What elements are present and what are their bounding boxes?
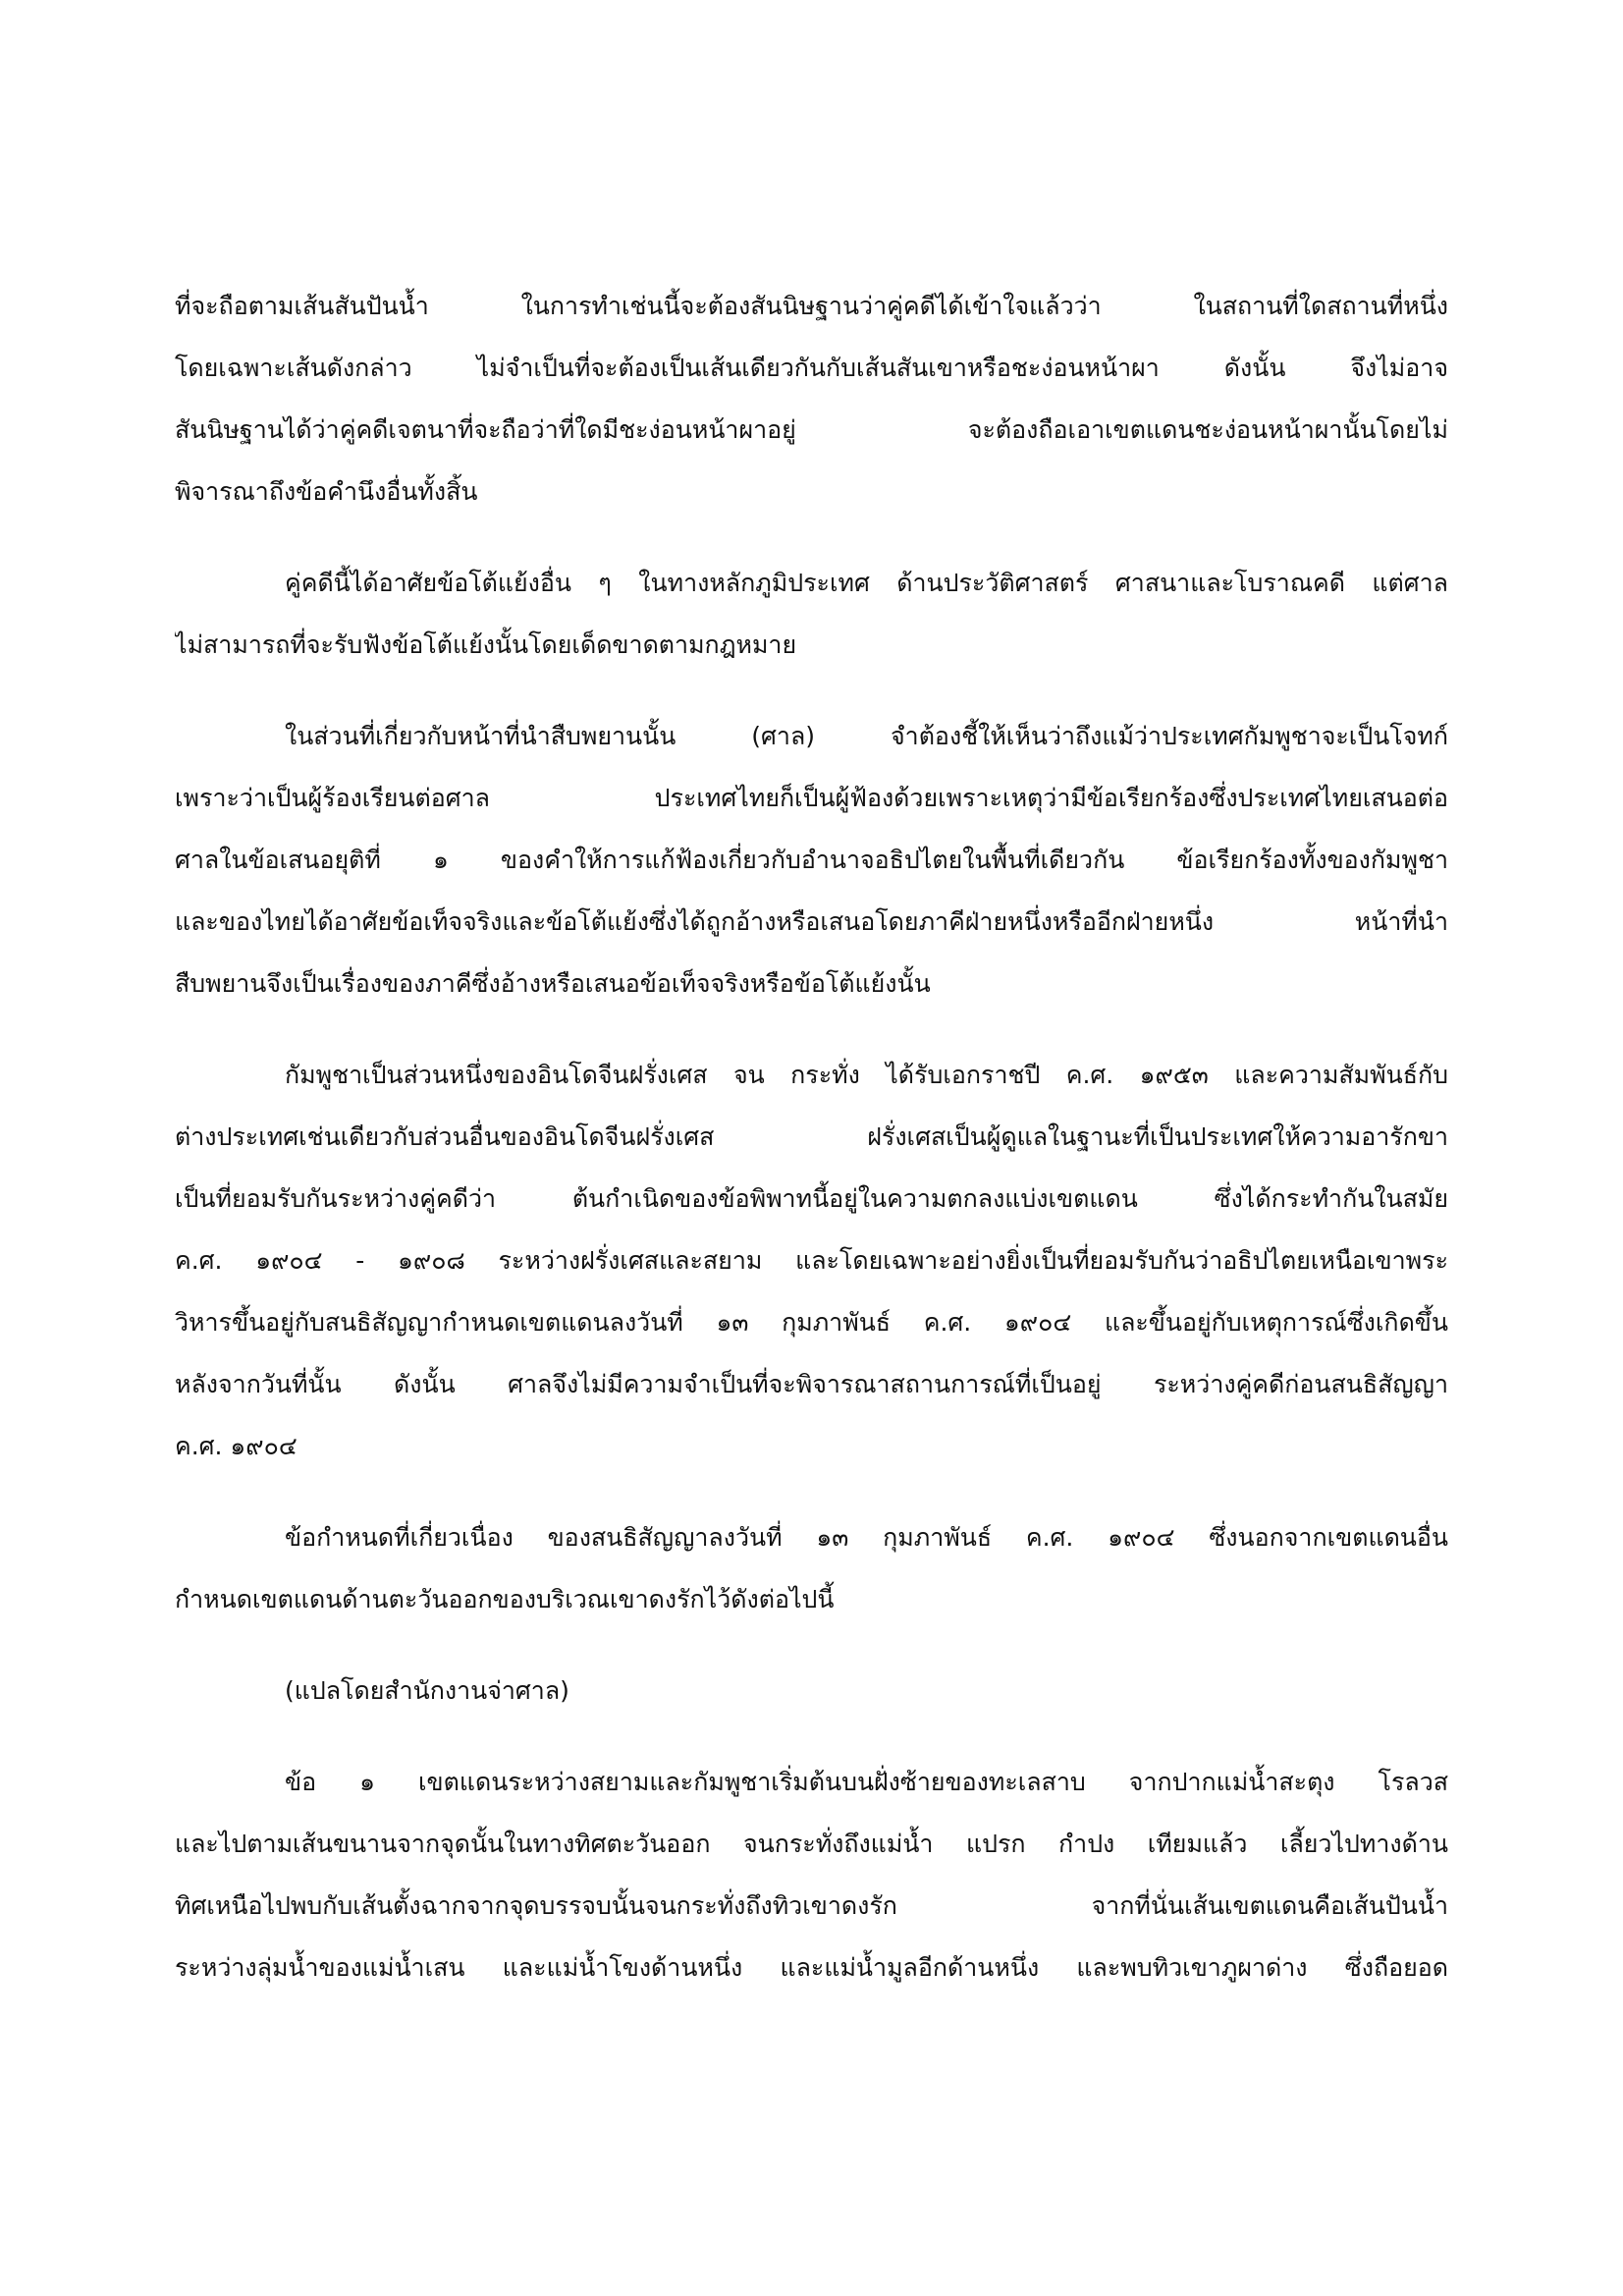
text-line: ที่จะถือตามเส้นสันปันน้ำ ในการทำเช่นนี้จะต้องสันนิษฐานว่าคู่คดีได้เข้าใจแล้วว่า ในสถานที่ใดสถานที่หนึ่ง xyxy=(175,292,1448,320)
text-line: (แปลโดยสำนักงานจ่าศาล) xyxy=(285,1676,569,1705)
paragraph-cambodia-history xyxy=(175,1044,1448,1477)
text-line: วิหารขึ้นอยู่กับสนธิสัญญากำหนดเขตแดนลงวันที่ ๑๓ กุมภาพันธ์ ค.ศ. ๑๙๐๔ และขึ้นอยู่กับเหตุการณ์ซึ่งเกิดขึ้น xyxy=(175,1308,1448,1337)
paragraph-treaty-provisions xyxy=(175,1506,1448,1630)
text-line: เป็นที่ยอมรับกันระหว่างคู่คดีว่า ต้นกำเนิดของข้อพิพาทนี้อยู่ในความตกลงแบ่งเขตแดน ซึ่งได้กระทำกันในสมัย xyxy=(175,1184,1448,1213)
text-line: ข้อกำหนดที่เกี่ยวเนื่อง ของสนธิสัญญาลงวันที่ ๑๓ กุมภาพันธ์ ค.ศ. ๑๙๐๔ ซึ่งนอกจากเขตแดนอื่น xyxy=(285,1523,1448,1552)
document-body xyxy=(175,275,1448,2028)
text-line: เพราะว่าเป็นผู้ร้องเรียนต่อศาล ประเทศไทยก็เป็นผู้ฟ้องด้วยเพราะเหตุว่ามีข้อเรียกร้องซึ่งประเทศไทยเสนอต่อ xyxy=(175,784,1448,812)
text-line: และไปตามเส้นขนานจากจุดนั้นในทางทิศตะวันออก จนกระทั่งถึงแม่น้ำ แปรก กำปง เทียมแล้ว เลี้ยวไปทางด้าน xyxy=(175,1830,1448,1858)
text-line: หลังจากวันที่นั้น ดังนั้น ศาลจึงไม่มีความจำเป็นที่จะพิจารณาสถานการณ์ที่เป็นอยู่ ระหว่างคู่คดีก่อนสนธิสัญญา xyxy=(175,1370,1448,1398)
text-line: โดยเฉพาะเส้นดังกล่าว ไม่จำเป็นที่จะต้องเป็นเส้นเดียวกันกับเส้นสันเขาหรือชะง่อนหน้าผา ดังนั้น จึงไม่อาจ xyxy=(175,354,1448,382)
text-line: ค.ศ. ๑๙๐๔ - ๑๙๐๘ ระหว่างฝรั่งเศสและสยาม และโดยเฉพาะอย่างยิ่งเป็นที่ยอมรับกันว่าอธิปไตยเหนือเขาพระ xyxy=(175,1246,1448,1275)
text-line: ศาลในข้อเสนอยุติที่ ๑ ของคำให้การแก้ฟ้องเกี่ยวกับอำนาจอธิปไตยในพื้นที่เดียวกัน ข้อเรียกร้องทั้งของกัมพูชา xyxy=(175,846,1448,874)
paragraph-other-arguments xyxy=(175,552,1448,676)
text-line: ระหว่างลุ่มน้ำของแม่น้ำเสน และแม่น้ำโขงด้านหนึ่ง และแม่น้ำมูลอีกด้านหนึ่ง และพบทิวเขาภูผาด่าง ซึ่งถือยอด xyxy=(175,1953,1448,1982)
text-line: พิจารณาถึงข้อคำนึงอื่นทั้งสิ้น xyxy=(175,477,478,506)
text-line: กำหนดเขตแดนด้านตะวันออกของบริเวณเขาดงรักไว้ดังต่อไปนี้ xyxy=(175,1585,835,1613)
paragraph-burden-of-proof xyxy=(175,705,1448,1014)
text-line: ข้อ ๑ เขตแดนระหว่างสยามและกัมพูชาเริ่มต้นบนฝั่งซ้ายของทะเลสาบ จากปากแม่น้ำสะตุง โรลวส xyxy=(285,1768,1448,1796)
paragraph-translation-note xyxy=(175,1660,1448,1722)
paragraph-watershed-continuation xyxy=(175,275,1448,522)
text-line: ในส่วนที่เกี่ยวกับหน้าที่นำสืบพยานนั้น (ศาล) จำต้องชี้ให้เห็นว่าถึงแม้ว่าประเทศกัมพูชาจะเป็นโจทก์ xyxy=(285,722,1448,750)
text-line: และของไทยได้อาศัยข้อเท็จจริงและข้อโต้แย้งซึ่งได้ถูกอ้างหรือเสนอโดยภาคีฝ่ายหนึ่งหรืออีกฝ่ายหนึ่ง หน้าที่นำ xyxy=(175,907,1448,936)
text-line: สืบพยานจึงเป็นเรื่องของภาคีซึ่งอ้างหรือเสนอข้อเท็จจริงหรือข้อโต้แย้งนั้น xyxy=(175,969,931,998)
text-line: คู่คดีนี้ได้อาศัยข้อโต้แย้งอื่น ๆ ในทางหลักภูมิประเทศ ด้านประวัติศาสตร์ ศาสนาและโบราณคดี แต่ศาล xyxy=(285,569,1448,597)
text-line: ไม่สามารถที่จะรับฟังข้อโต้แย้งนั้นโดยเด็ดขาดตามกฎหมาย xyxy=(175,630,797,659)
text-line: ต่างประเทศเช่นเดียวกับส่วนอื่นของอินโดจีนฝรั่งเศส ฝรั่งเศสเป็นผู้ดูแลในฐานะที่เป็นประเทศให้ความอารักขา xyxy=(175,1122,1448,1151)
text-line: ค.ศ. ๑๙๐๔ xyxy=(175,1432,298,1460)
paragraph-article-1 xyxy=(175,1751,1448,1998)
text-line: กัมพูชาเป็นส่วนหนึ่งของอินโดจีนฝรั่งเศส จน กระทั่ง ได้รับเอกราชปี ค.ศ. ๑๙๕๓ และความสัมพันธ์กับ xyxy=(285,1061,1448,1089)
text-line: ทิศเหนือไปพบกับเส้นตั้งฉากจากจุดบรรจบนั้นจนกระทั่งถึงทิวเขาดงรัก จากที่นั่นเส้นเขตแดนคือเส้นปันน้ำ xyxy=(175,1891,1448,1920)
text-line: สันนิษฐานได้ว่าคู่คดีเจตนาที่จะถือว่าที่ใดมีชะง่อนหน้าผาอยู่ จะต้องถือเอาเขตแดนชะง่อนหน้าผานั้นโดยไม่ xyxy=(175,415,1448,444)
